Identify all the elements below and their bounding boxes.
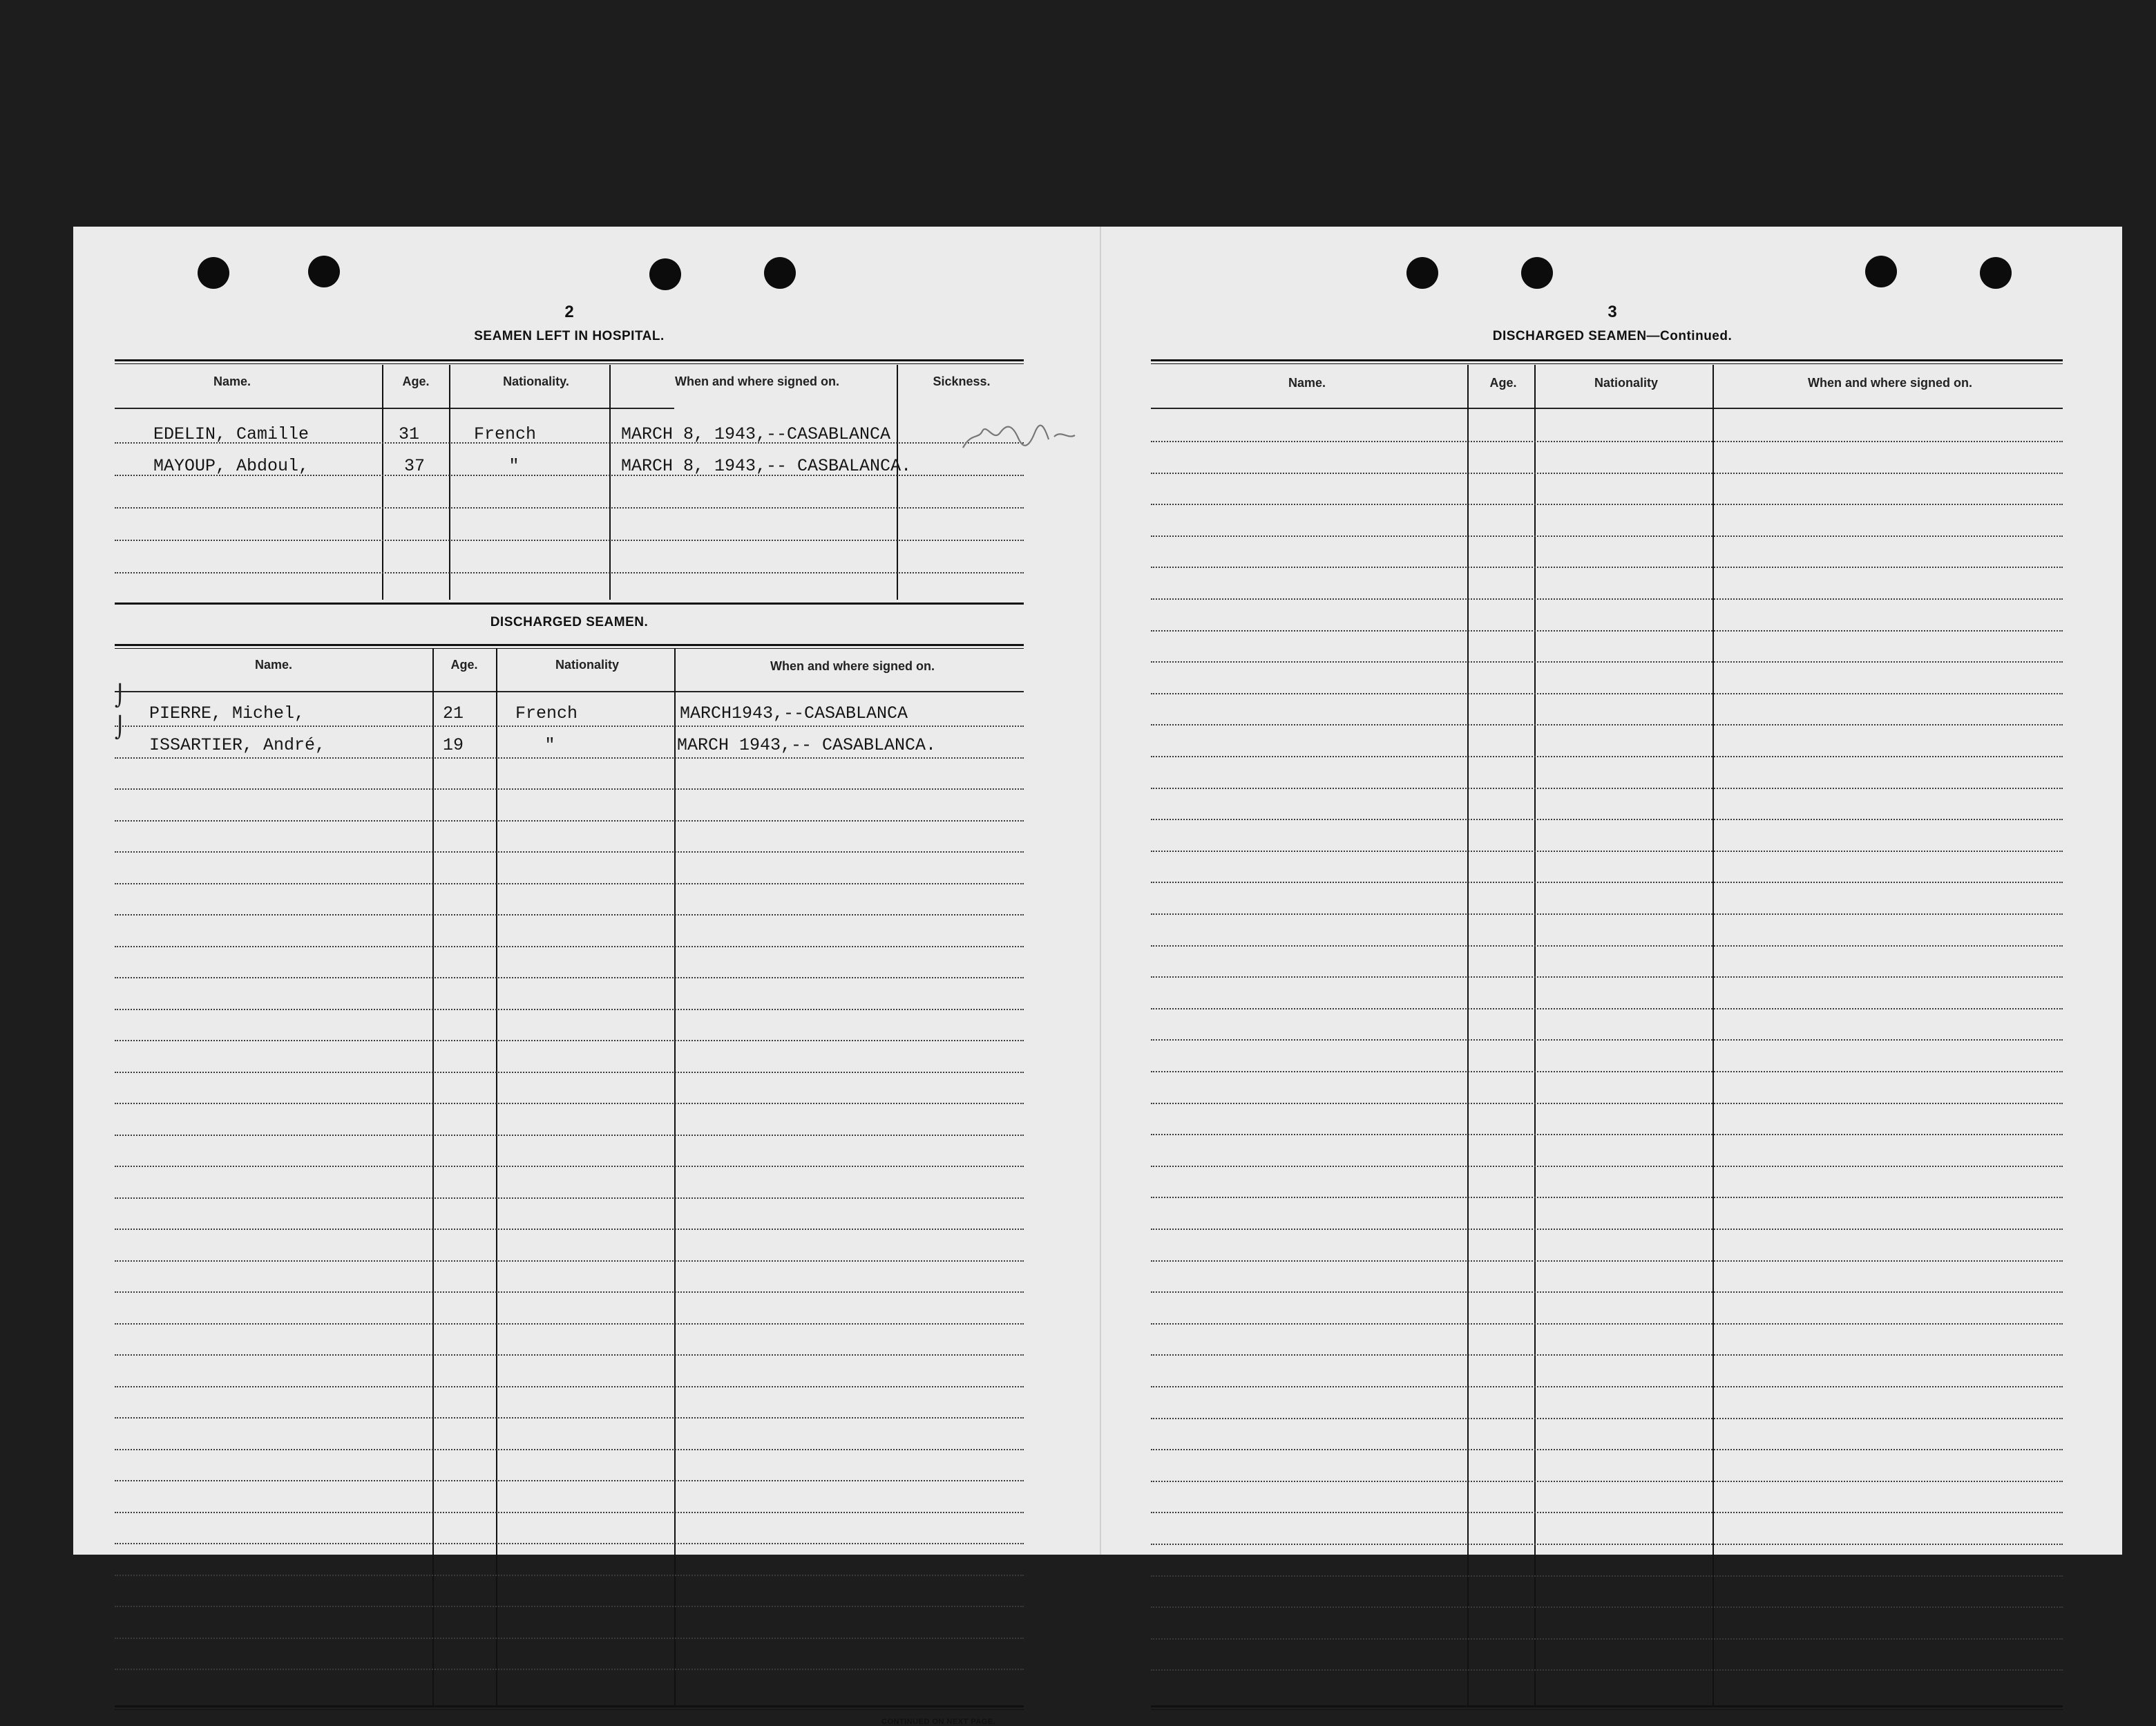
ruled-line: [1151, 913, 2063, 915]
continued-footer: CONTINUED ON NEXT PAGE.: [881, 1718, 996, 1726]
col-header-age: Age.: [402, 374, 430, 388]
ruled-line: [115, 1417, 1024, 1419]
hospital-row-2-age: 37: [403, 456, 426, 476]
binder-hole: [764, 257, 796, 289]
ruled-line: [115, 946, 1024, 947]
ruled-line: [1151, 1103, 2063, 1104]
col-header-signed-on: When and where signed on.: [1807, 376, 1973, 390]
ruled-line: [115, 1009, 1024, 1010]
ruled-line: [115, 1575, 1024, 1576]
col-header-age: Age.: [1489, 376, 1517, 390]
ruled-line: [1151, 567, 2063, 568]
ruled-line: [1151, 1197, 2063, 1198]
ruled-line: [1151, 1418, 2063, 1419]
column-divider: [382, 365, 383, 600]
ruled-line: [115, 1072, 1024, 1073]
ruled-line: [1151, 1323, 2063, 1325]
ruled-line: [115, 1103, 1024, 1104]
hospital-row-1-age: 31: [398, 424, 420, 444]
col-header-nationality: Nationality: [1594, 376, 1659, 390]
table-top-rule: [1151, 359, 2063, 364]
hospital-row-2-nationality: ": [508, 456, 519, 476]
binder-hole: [198, 257, 229, 289]
column-divider: [1713, 365, 1714, 1705]
column-divider: [674, 648, 676, 1705]
col-header-nationality: Nationality: [555, 658, 620, 672]
ruled-line: [1151, 1544, 2063, 1545]
ruled-line: [1151, 1386, 2063, 1387]
binder-hole: [1865, 256, 1897, 287]
ruled-line: [1151, 1229, 2063, 1230]
ruled-line: [115, 851, 1024, 853]
column-divider: [1467, 365, 1469, 1705]
col-header-signed-on: When and where signed on.: [770, 659, 935, 673]
page-number: 2: [564, 303, 574, 321]
ruled-line: [115, 1480, 1024, 1481]
ruled-line: [115, 1354, 1024, 1356]
discharged-continued-title: DISCHARGED SEAMEN—Continued.: [1492, 329, 1733, 343]
ruled-line: [115, 820, 1024, 822]
ruled-line: [1151, 1166, 2063, 1167]
col-header-sickness: Sickness.: [933, 374, 991, 388]
col-header-age: Age.: [450, 658, 478, 672]
ruled-line: [115, 1669, 1024, 1670]
discharged-row-2-signed-on: MARCH 1943,-- CASABLANCA.: [677, 735, 937, 755]
ruled-line: [115, 977, 1024, 978]
ruled-line: [1151, 1638, 2063, 1640]
ruled-line: [115, 726, 1024, 727]
check-mark: ⌡: [115, 684, 126, 708]
ruled-line: [115, 1606, 1024, 1607]
ruled-line: [1151, 1134, 2063, 1135]
ruled-line: [1151, 535, 2063, 537]
ruled-line: [1151, 788, 2063, 789]
ruled-line: [115, 572, 1024, 573]
page-fold: [1100, 227, 1101, 1555]
discharged-row-2-name: ISSARTIER, André,: [149, 735, 326, 755]
ruled-line: [1151, 1449, 2063, 1450]
ruled-line: [115, 914, 1024, 916]
binder-hole: [649, 258, 681, 290]
discharged-row-1-age: 21: [442, 703, 464, 723]
section-rule: [115, 603, 1024, 605]
table-bottom-rule: [1151, 1705, 2063, 1710]
col-header-signed-on: When and where signed on.: [674, 374, 840, 388]
column-divider: [897, 365, 898, 600]
binder-hole: [308, 256, 340, 287]
hospital-row-2-name: MAYOUP, Abdoul,: [153, 456, 309, 476]
ruled-line: [115, 883, 1024, 884]
col-header-name: Name.: [213, 374, 251, 388]
discharged-row-1-nationality: French: [515, 703, 578, 723]
header-underline: [115, 408, 674, 409]
ruled-line: [1151, 1606, 2063, 1608]
column-divider: [1534, 365, 1536, 1705]
discharged-section-title: DISCHARGED SEAMEN.: [490, 615, 649, 629]
discharged-row-2-age: 19: [442, 735, 464, 755]
ruled-line: [1151, 819, 2063, 820]
ruled-line: [115, 1291, 1024, 1293]
header-underline: [115, 691, 1024, 692]
ruled-line: [1151, 693, 2063, 694]
binder-hole: [1521, 257, 1553, 289]
hospital-row-1-name: EDELIN, Camille: [153, 424, 309, 444]
ruled-line: [1151, 661, 2063, 663]
handwritten-pencil-note: [957, 412, 1089, 460]
ruled-line: [1151, 1481, 2063, 1482]
ruled-line: [1151, 851, 2063, 852]
ruled-line: [115, 1135, 1024, 1136]
ruled-line: [1151, 1354, 2063, 1356]
ruled-line: [115, 1386, 1024, 1387]
document-sheet: [73, 227, 2122, 1726]
col-header-name: Name.: [254, 658, 293, 672]
ruled-line: [115, 540, 1024, 541]
ruled-line: [1151, 1071, 2063, 1072]
table-bottom-rule: [115, 1705, 1024, 1710]
ruled-line: [1151, 976, 2063, 978]
ruled-line: [115, 1638, 1024, 1639]
ruled-line: [115, 788, 1024, 790]
col-header-name: Name.: [1288, 376, 1326, 390]
column-divider: [432, 648, 434, 1705]
ruled-line: [1151, 1260, 2063, 1262]
table-top-rule: [115, 644, 1024, 649]
ruled-line: [115, 1229, 1024, 1230]
table-top-rule: [115, 359, 1024, 364]
ruled-line: [115, 1166, 1024, 1167]
ruled-line: [115, 757, 1024, 759]
ruled-line: [115, 1197, 1024, 1199]
binder-hole: [1980, 257, 2012, 289]
discharged-row-1-name: PIERRE, Michel,: [149, 703, 305, 723]
column-divider: [496, 648, 497, 1705]
ruled-line: [1151, 1039, 2063, 1041]
hospital-section-title: SEAMEN LEFT IN HOSPITAL.: [474, 329, 665, 343]
column-divider: [449, 365, 450, 600]
ruled-line: [115, 1449, 1024, 1450]
ruled-line: [115, 1543, 1024, 1544]
header-underline: [1151, 408, 2063, 409]
ruled-line: [1151, 630, 2063, 632]
ruled-line: [1151, 1512, 2063, 1513]
discharged-row-1-signed-on: MARCH1943,--CASABLANCA: [680, 703, 908, 723]
ruled-line: [115, 1260, 1024, 1262]
ruled-line: [1151, 882, 2063, 883]
ruled-line: [1151, 945, 2063, 947]
ruled-line: [1151, 1575, 2063, 1577]
ruled-line: [1151, 724, 2063, 726]
hospital-row-1-signed-on: MARCH 8, 1943,--CASABLANCA: [621, 424, 891, 444]
hospital-row-1-nationality: French: [474, 424, 537, 444]
ruled-line: [115, 1040, 1024, 1041]
check-mark: ⌡: [115, 716, 126, 740]
page-number: 3: [1608, 303, 1617, 321]
ruled-line: [1151, 441, 2063, 442]
ruled-line: [1151, 756, 2063, 757]
ruled-line: [1151, 1669, 2063, 1671]
ruled-line: [1151, 1008, 2063, 1009]
binder-hole: [1406, 257, 1438, 289]
ruled-line: [1151, 504, 2063, 505]
ruled-line: [115, 1323, 1024, 1325]
discharged-row-2-nationality: ": [544, 735, 555, 755]
ruled-line: [1151, 598, 2063, 600]
col-header-nationality: Nationality.: [503, 374, 569, 388]
column-divider: [609, 365, 611, 600]
ruled-line: [1151, 473, 2063, 474]
ruled-line: [115, 507, 1024, 509]
ruled-line: [1151, 1291, 2063, 1293]
hospital-row-2-signed-on: MARCH 8, 1943,-- CASBALANCA.: [621, 456, 912, 476]
ruled-line: [115, 1512, 1024, 1513]
